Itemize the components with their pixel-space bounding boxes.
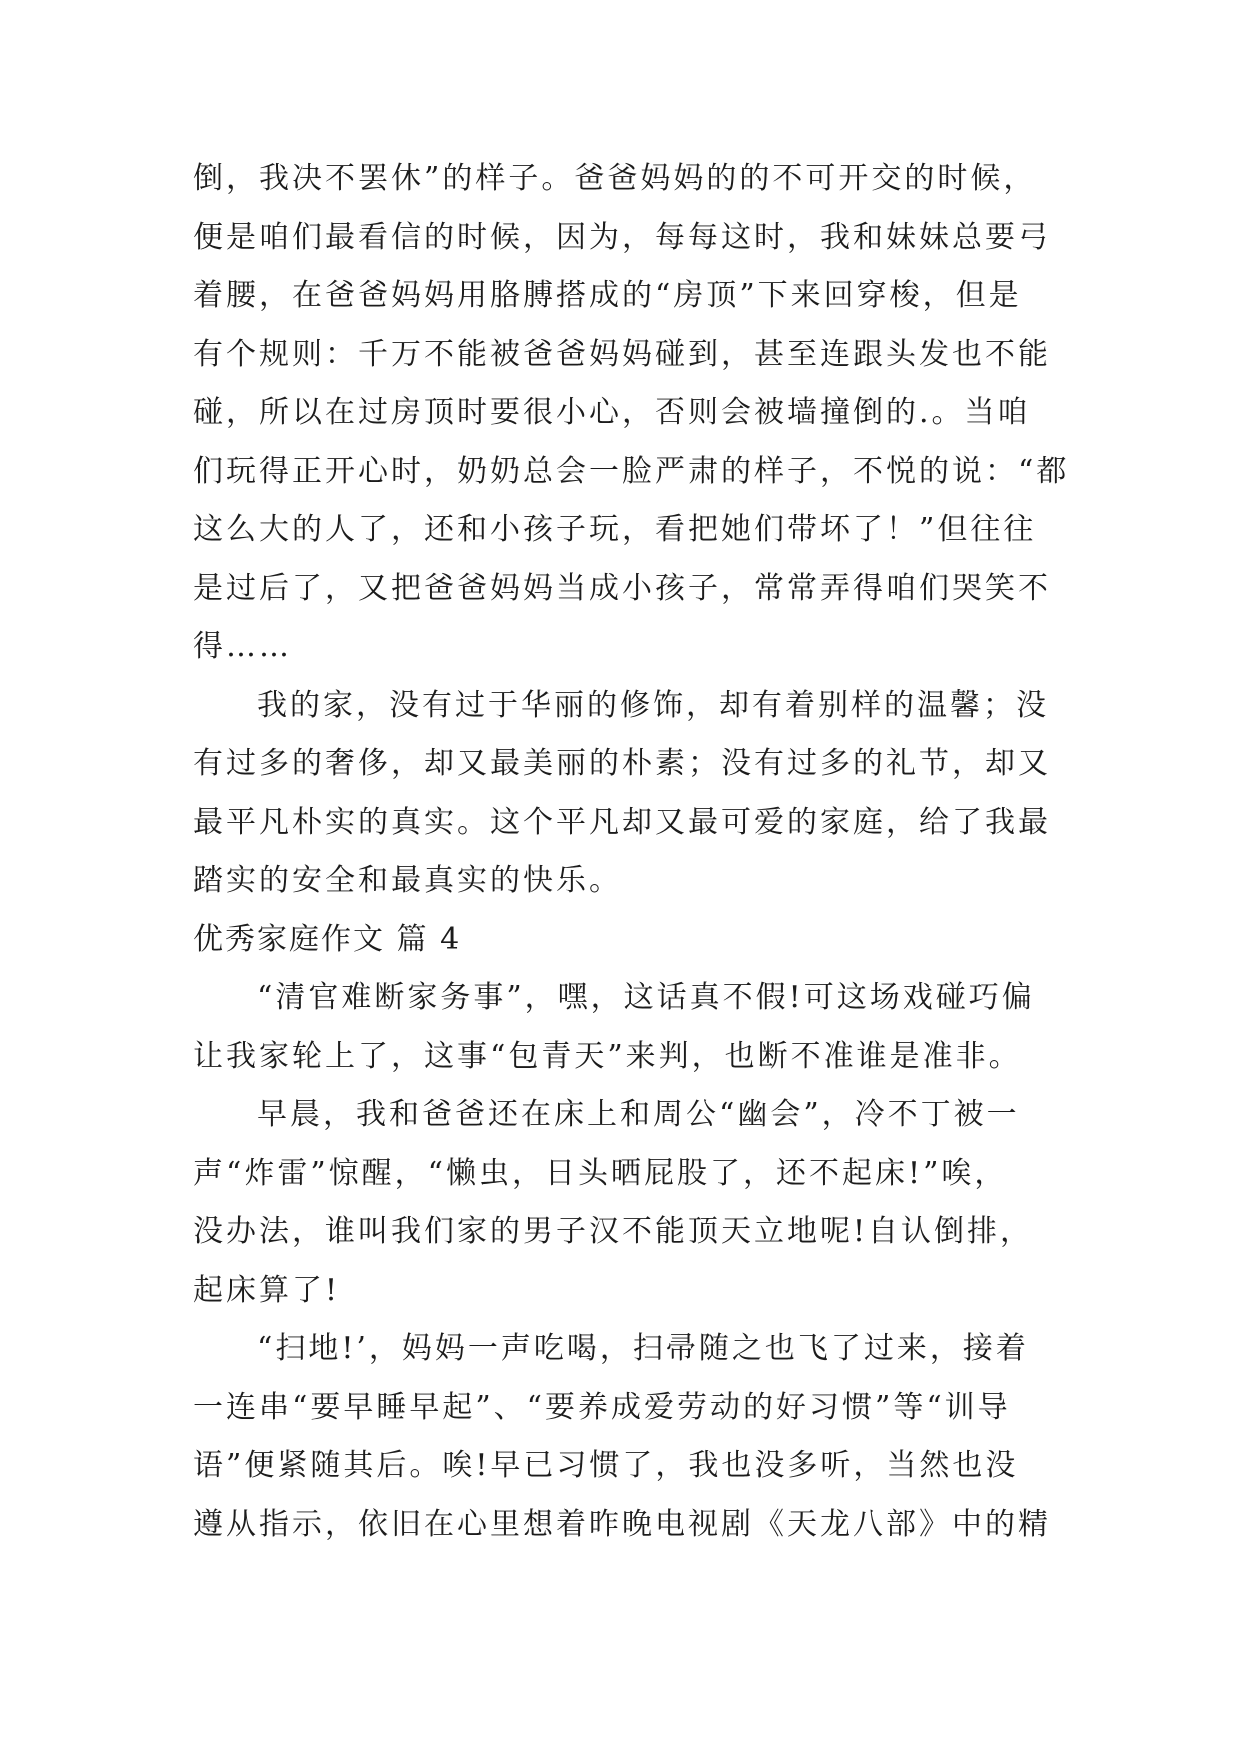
- text-line: 便是咱们最看信的时候，因为，每每这时，我和妹妹总要弓: [193, 219, 1051, 255]
- paragraph-start-line: “扫地!’，妈妈一声吃喝，扫帚随之也飞了过来，接着: [257, 1331, 1029, 1366]
- text-line: 最平凡朴实的真实。这个平凡却又最可爱的家庭，给了我最: [193, 804, 1051, 840]
- text-line: 没办法，谁叫我们家的男子汉不能顶天立地呢!自认倒排，: [193, 1214, 1034, 1249]
- text-line: 一连串“要早睡早起”、“要养成爱劳动的好习惯”等“训导: [193, 1389, 1011, 1425]
- text-line: 得……: [193, 629, 292, 664]
- text-line: 踏实的安全和最真实的快乐。: [193, 863, 622, 898]
- paragraph-start-line: 早晨，我和爸爸还在床上和周公“幽会”，冷不丁被一: [257, 1097, 1020, 1132]
- text-line: 起床算了!: [193, 1272, 341, 1308]
- paragraph-start-line: 我的家，没有过于华丽的修饰，却有着别样的温馨；没: [257, 687, 1049, 723]
- text-line: 遵从指示，依旧在心里想着昨晚电视剧《天龙八部》中的精: [193, 1506, 1051, 1542]
- essay-body: [193, 150, 1070, 1554]
- text-line: 倒，我决不罢休”的样子。爸爸妈妈的的不可开交的时候，: [193, 161, 1037, 196]
- text-line: 有过多的奢侈，却又最美丽的朴素；没有过多的礼节，却又: [193, 746, 1051, 781]
- text-line: 是过后了，又把爸爸妈妈当成小孩子，常常弄得咱们哭笑不: [193, 570, 1051, 606]
- text-line: 这么大的人了，还和小孩子玩，看把她们带坏了！”但往往: [193, 512, 1037, 547]
- text-line: 碰，所以在过房顶时要很小心，否则会被墙撞倒的.。当咱: [193, 395, 1031, 430]
- text-line: 有个规则：千万不能被爸爸妈妈碰到，甚至连跟头发也不能: [193, 336, 1051, 372]
- text-line: 着腰，在爸爸妈妈用胳膊搭成的“房顶”下来回穿梭，但是: [193, 278, 1022, 313]
- text-line: 声“炸雷”惊醒，“懒虫，日头晒屁股了，还不起床!”唉，: [193, 1155, 1008, 1191]
- text-line: 语”便紧随其后。唉!早已习惯了，我也没多听，当然也没: [193, 1448, 1019, 1483]
- text-line: 让我家轮上了，这事“包青天”来判，也断不准谁是准非。: [193, 1038, 1022, 1074]
- section-heading: 优秀家庭作文 篇 4: [193, 921, 462, 957]
- text-line: 们玩得正开心时，奶奶总会一脸严肃的样子，不悦的说：“都: [193, 453, 1070, 489]
- paragraph-start-line: “清官难断家务事”，嘿，这话真不假!可这场戏碰巧偏: [257, 980, 1035, 1015]
